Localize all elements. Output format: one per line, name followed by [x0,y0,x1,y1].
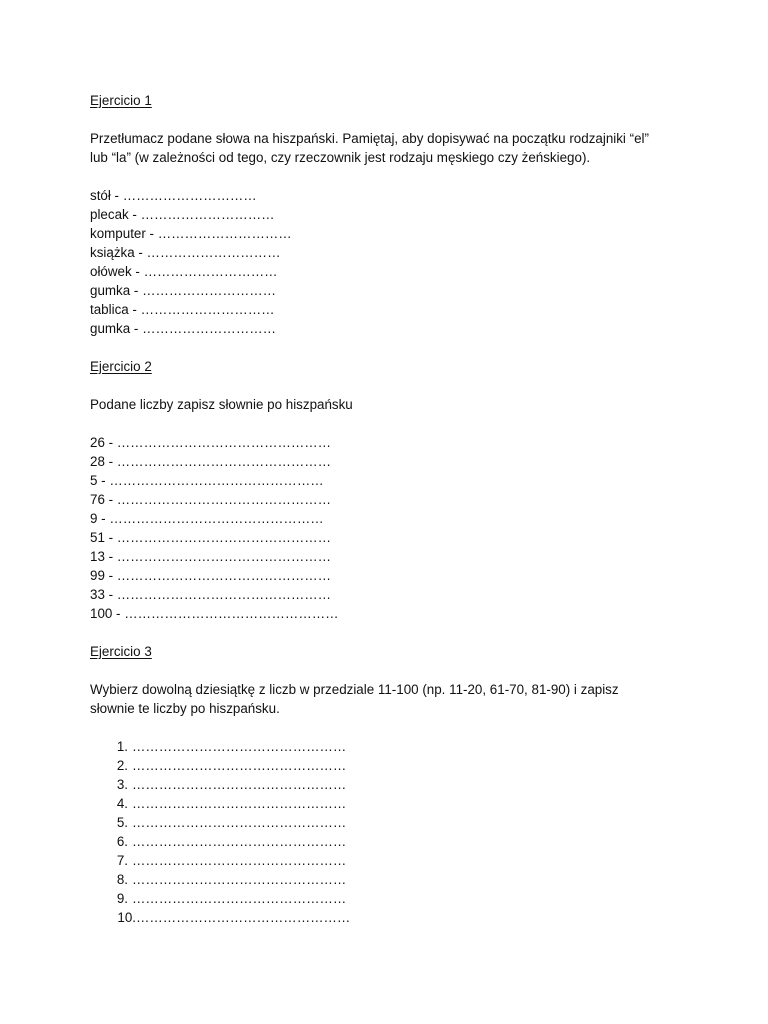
list-item-number: 7. [116,853,128,868]
exercise-1-heading: Ejercicio 1 [90,93,152,108]
list-item-number: 1. [116,739,128,754]
numbered-list-item [90,794,690,813]
exercise-1-item: książka - ………………………… [90,245,281,260]
answer-blank: ………………………………………… [132,739,347,754]
exercise-2-list [90,433,690,623]
exercise-1-instruction-line-2: lub “la” (w zależności od tego, czy rzeczownik jest rodzaju męskiego czy żeńskiego). [90,150,591,165]
numbered-list-item [90,737,690,756]
exercise-2-item: 28 - ………………………………………… [90,454,332,469]
numbered-list-item [90,889,690,908]
answer-blank: ………………………………………… [132,815,347,830]
worksheet [90,91,690,927]
list-item-number: 10. [117,910,136,925]
exercise-2-item: 51 - ………………………………………… [90,530,332,545]
answer-blank: ………………………………………… [132,758,347,773]
exercise-3-heading: Ejercicio 3 [90,644,152,659]
exercise-2-item: 26 - ………………………………………… [90,435,332,450]
exercise-3-numbered-list [90,737,690,927]
exercise-2-item: 33 - ………………………………………… [90,587,332,602]
numbered-list-item [90,908,690,927]
exercise-1-instruction-line-1: Przetłumacz podane słowa na hiszpański. Pamiętaj, aby dopisywać na początku rodzajniki “el” [90,131,649,146]
exercise-1-list [90,186,690,338]
list-item-number: 3. [116,777,128,792]
exercise-2-item: 100 - ………………………………………… [90,606,339,621]
exercise-1-item: ołówek - ………………………… [90,264,278,279]
exercise-1-item: tablica - ………………………… [90,302,275,317]
exercise-1-item: stół - ………………………… [90,188,257,203]
exercise-1-item: plecak - ………………………… [90,207,275,222]
exercise-1-item: komputer - ………………………… [90,226,292,241]
numbered-list-item [90,851,690,870]
numbered-list-item [90,813,690,832]
exercise-2-item: 9 - ………………………………………… [90,511,324,526]
exercise-2-instruction: Podane liczby zapisz słownie po hiszpańsku [90,397,353,412]
numbered-list-item [90,756,690,775]
answer-blank: ………………………………………… [136,910,351,925]
numbered-list-item [90,775,690,794]
exercise-2-item: 99 - ………………………………………… [90,568,332,583]
list-item-number: 9. [116,891,128,906]
list-item-number: 8. [116,872,128,887]
numbered-list-item [90,832,690,851]
answer-blank: ………………………………………… [132,853,347,868]
list-item-number: 6. [116,834,128,849]
answer-blank: ………………………………………… [132,834,347,849]
answer-blank: ………………………………………… [132,872,347,887]
answer-blank: ………………………………………… [132,796,347,811]
exercise-2-item: 13 - ………………………………………… [90,549,332,564]
answer-blank: ………………………………………… [132,891,347,906]
list-item-number: 2. [116,758,128,773]
list-item-number: 4. [116,796,128,811]
exercise-2-item: 5 - ………………………………………… [90,473,324,488]
numbered-list-item [90,870,690,889]
exercise-3-instruction-line-2: słownie te liczby po hiszpańsku. [90,701,280,716]
list-item-number: 5. [116,815,128,830]
exercise-3-instruction-line-1: Wybierz dowolną dziesiątkę z liczb w przedziale 11-100 (np. 11-20, 61-70, 81-90) i zapisz [90,682,619,697]
exercise-1-item: gumka - ………………………… [90,321,276,336]
exercise-2-heading: Ejercicio 2 [90,359,152,374]
exercise-1-item: gumka - ………………………… [90,283,276,298]
exercise-2-item: 76 - ………………………………………… [90,492,332,507]
answer-blank: ………………………………………… [132,777,347,792]
